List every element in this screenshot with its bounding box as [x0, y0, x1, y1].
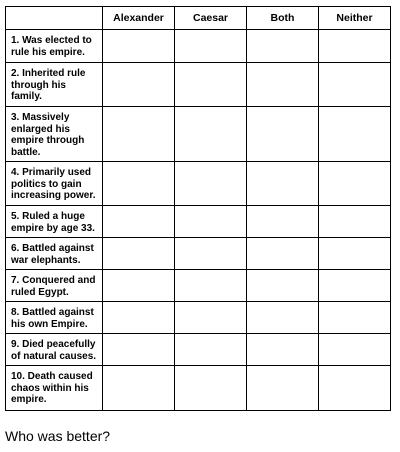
answer-cell-neither[interactable] [319, 238, 391, 270]
closing-question: Who was better? [5, 428, 111, 444]
table-row [6, 162, 391, 206]
table-row [6, 63, 391, 107]
answer-cell-caesar[interactable] [175, 206, 247, 238]
statement-cell: 9. Died peacefully of natural causes. [6, 334, 103, 366]
answer-cell-caesar[interactable] [175, 162, 247, 206]
answer-cell-both[interactable] [247, 302, 319, 334]
answer-cell-both[interactable] [247, 366, 319, 411]
comparison-table [5, 6, 391, 411]
answer-cell-caesar[interactable] [175, 334, 247, 366]
statement-cell: 6. Battled against war elephants. [6, 238, 103, 270]
statement-cell: 4. Primarily used politics to gain increasing power. [6, 162, 103, 206]
table-row [6, 270, 391, 302]
answer-cell-neither[interactable] [319, 162, 391, 206]
answer-cell-neither[interactable] [319, 302, 391, 334]
answer-cell-caesar[interactable] [175, 302, 247, 334]
answer-cell-neither[interactable] [319, 107, 391, 162]
table-row [6, 206, 391, 238]
answer-cell-both[interactable] [247, 334, 319, 366]
answer-cell-both[interactable] [247, 238, 319, 270]
answer-cell-alexander[interactable] [103, 206, 175, 238]
answer-cell-both[interactable] [247, 30, 319, 63]
table-row [6, 30, 391, 63]
statement-cell: 8. Battled against his own Empire. [6, 302, 103, 334]
answer-cell-alexander[interactable] [103, 302, 175, 334]
table-row [6, 366, 391, 411]
statement-cell: 1. Was elected to rule his empire. [6, 30, 103, 63]
column-header-caesar: Caesar [175, 7, 247, 30]
column-header-neither: Neither [319, 7, 391, 30]
statement-cell: 10. Death caused chaos within his empire. [6, 366, 103, 411]
statement-cell: 7. Conquered and ruled Egypt. [6, 270, 103, 302]
answer-cell-caesar[interactable] [175, 63, 247, 107]
answer-cell-neither[interactable] [319, 366, 391, 411]
answer-cell-both[interactable] [247, 206, 319, 238]
answer-cell-neither[interactable] [319, 206, 391, 238]
answer-cell-both[interactable] [247, 107, 319, 162]
answer-cell-alexander[interactable] [103, 334, 175, 366]
answer-cell-neither[interactable] [319, 30, 391, 63]
answer-cell-caesar[interactable] [175, 238, 247, 270]
table-row [6, 238, 391, 270]
column-header-alexander: Alexander [103, 7, 175, 30]
answer-cell-alexander[interactable] [103, 270, 175, 302]
statement-cell: 3. Massively enlarged his empire through battle. [6, 107, 103, 162]
answer-cell-alexander[interactable] [103, 30, 175, 63]
answer-cell-both[interactable] [247, 63, 319, 107]
statement-cell: 2. Inherited rule through his family. [6, 63, 103, 107]
statement-cell: 5. Ruled a huge empire by age 33. [6, 206, 103, 238]
answer-cell-both[interactable] [247, 270, 319, 302]
corner-header-cell [6, 7, 103, 30]
answer-cell-both[interactable] [247, 162, 319, 206]
answer-cell-neither[interactable] [319, 270, 391, 302]
table-header-row [6, 7, 391, 30]
answer-cell-neither[interactable] [319, 334, 391, 366]
table-row [6, 302, 391, 334]
column-header-both: Both [247, 7, 319, 30]
answer-cell-caesar[interactable] [175, 107, 247, 162]
table-row [6, 107, 391, 162]
answer-cell-caesar[interactable] [175, 30, 247, 63]
answer-cell-caesar[interactable] [175, 270, 247, 302]
answer-cell-alexander[interactable] [103, 366, 175, 411]
answer-cell-alexander[interactable] [103, 63, 175, 107]
answer-cell-alexander[interactable] [103, 107, 175, 162]
answer-cell-caesar[interactable] [175, 366, 247, 411]
answer-cell-alexander[interactable] [103, 238, 175, 270]
table-row [6, 334, 391, 366]
answer-cell-neither[interactable] [319, 63, 391, 107]
answer-cell-alexander[interactable] [103, 162, 175, 206]
